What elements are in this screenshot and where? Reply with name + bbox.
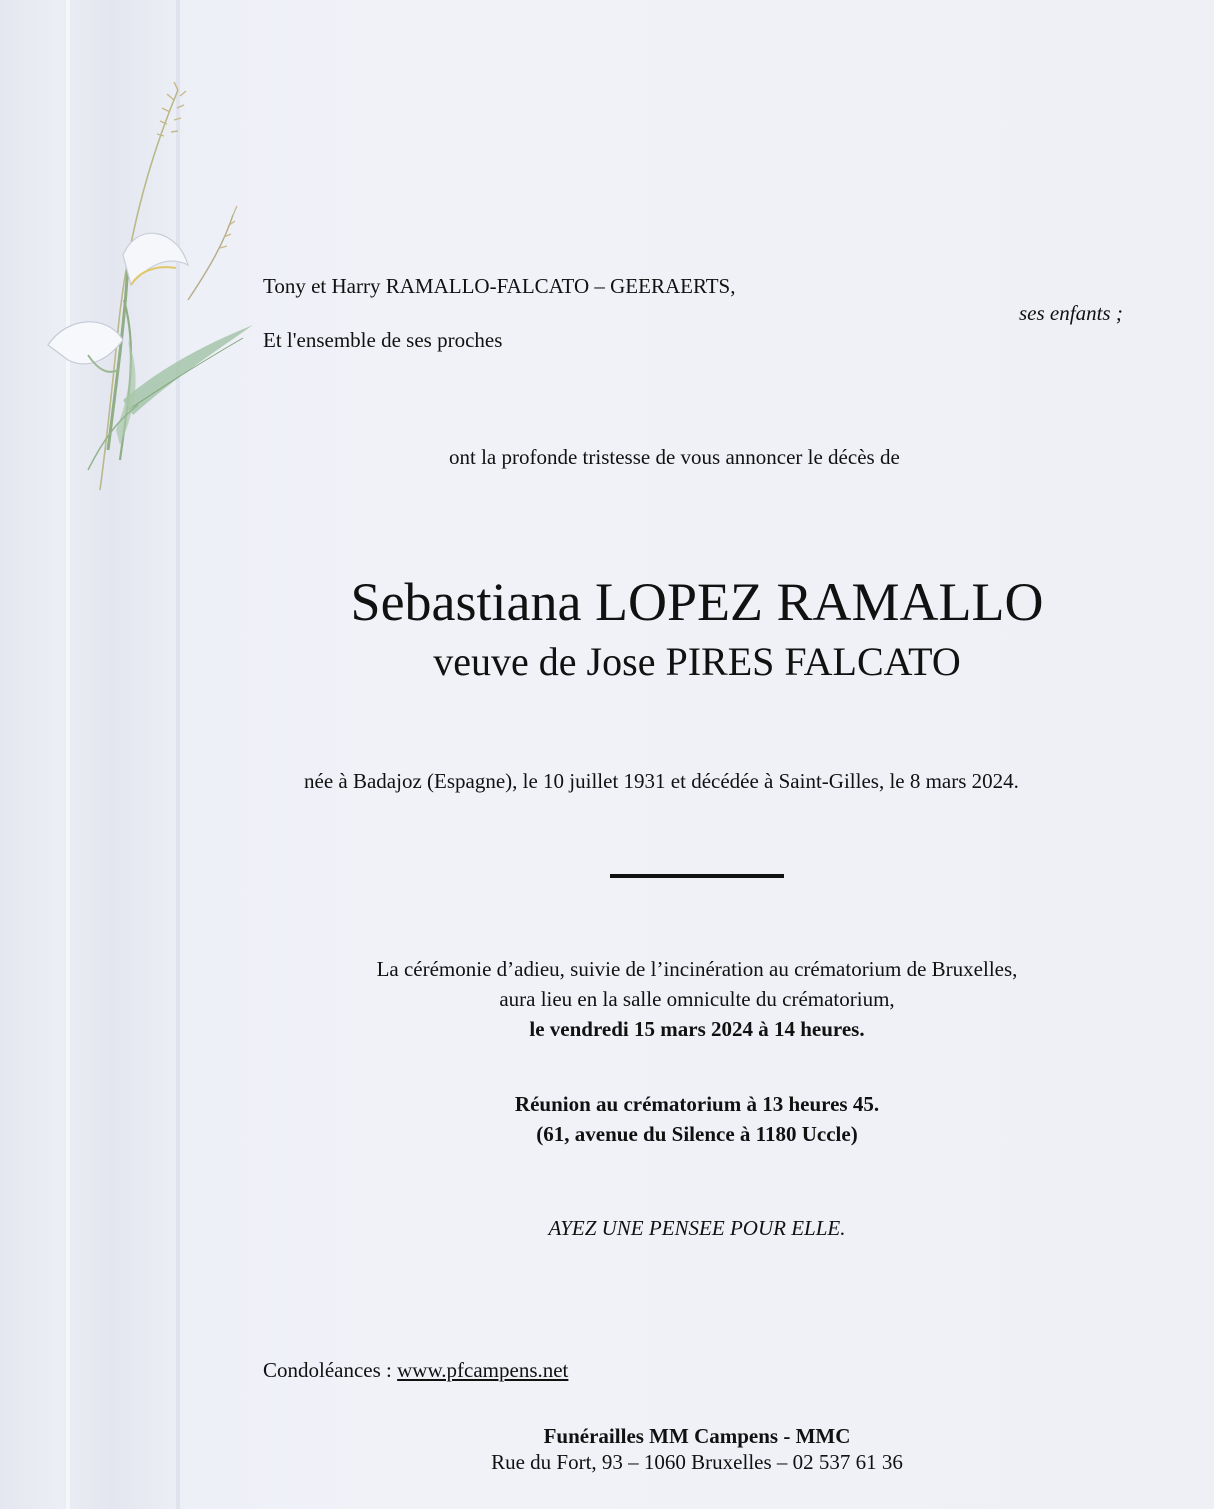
- birth-death-line: née à Badajoz (Espagne), le 10 juillet 1931 et décédée à Saint-Gilles, le 8 mars 2024.: [304, 769, 1019, 793]
- funeral-home-name: Funérailles MM Campens - MMC: [543, 1424, 851, 1448]
- closing-message: AYEZ UNE PENSEE POUR ELLE.: [548, 1216, 846, 1240]
- ceremony-line-2: aura lieu en la salle omniculte du crématorium,: [499, 987, 895, 1011]
- condolences-label: Condoléances :: [263, 1358, 398, 1382]
- ceremony-line-1: La cérémonie d’adieu, suivie de l’incinération au crématorium de Bruxelles,: [376, 957, 1018, 981]
- funeral-home-address: Rue du Fort, 93 – 1060 Bruxelles – 02 537 61 36: [491, 1450, 903, 1474]
- widow-of-line: veuve de Jose PIRES FALCATO: [433, 639, 961, 684]
- meeting-address: (61, avenue du Silence à 1180 Uccle): [536, 1122, 858, 1146]
- family-line: Tony et Harry RAMALLO-FALCATO – GEERAERTS,: [263, 274, 736, 298]
- family-relatives-line: Et l'ensemble de ses proches: [263, 328, 503, 352]
- deceased-name: Sebastiana LOPEZ RAMALLO: [350, 572, 1044, 632]
- calla-lily-wheat-icon: [28, 70, 268, 520]
- family-role: ses enfants ;: [1019, 301, 1123, 325]
- divider: [610, 874, 784, 878]
- condolences-line: [263, 1357, 568, 1383]
- condolences-link[interactable]: www.pfcampens.net: [397, 1358, 569, 1382]
- ceremony-date: le vendredi 15 mars 2024 à 14 heures.: [529, 1017, 865, 1041]
- announcement-text: ont la profonde tristesse de vous annoncer le décès de: [449, 445, 900, 469]
- meeting-time: Réunion au crématorium à 13 heures 45.: [514, 1092, 880, 1116]
